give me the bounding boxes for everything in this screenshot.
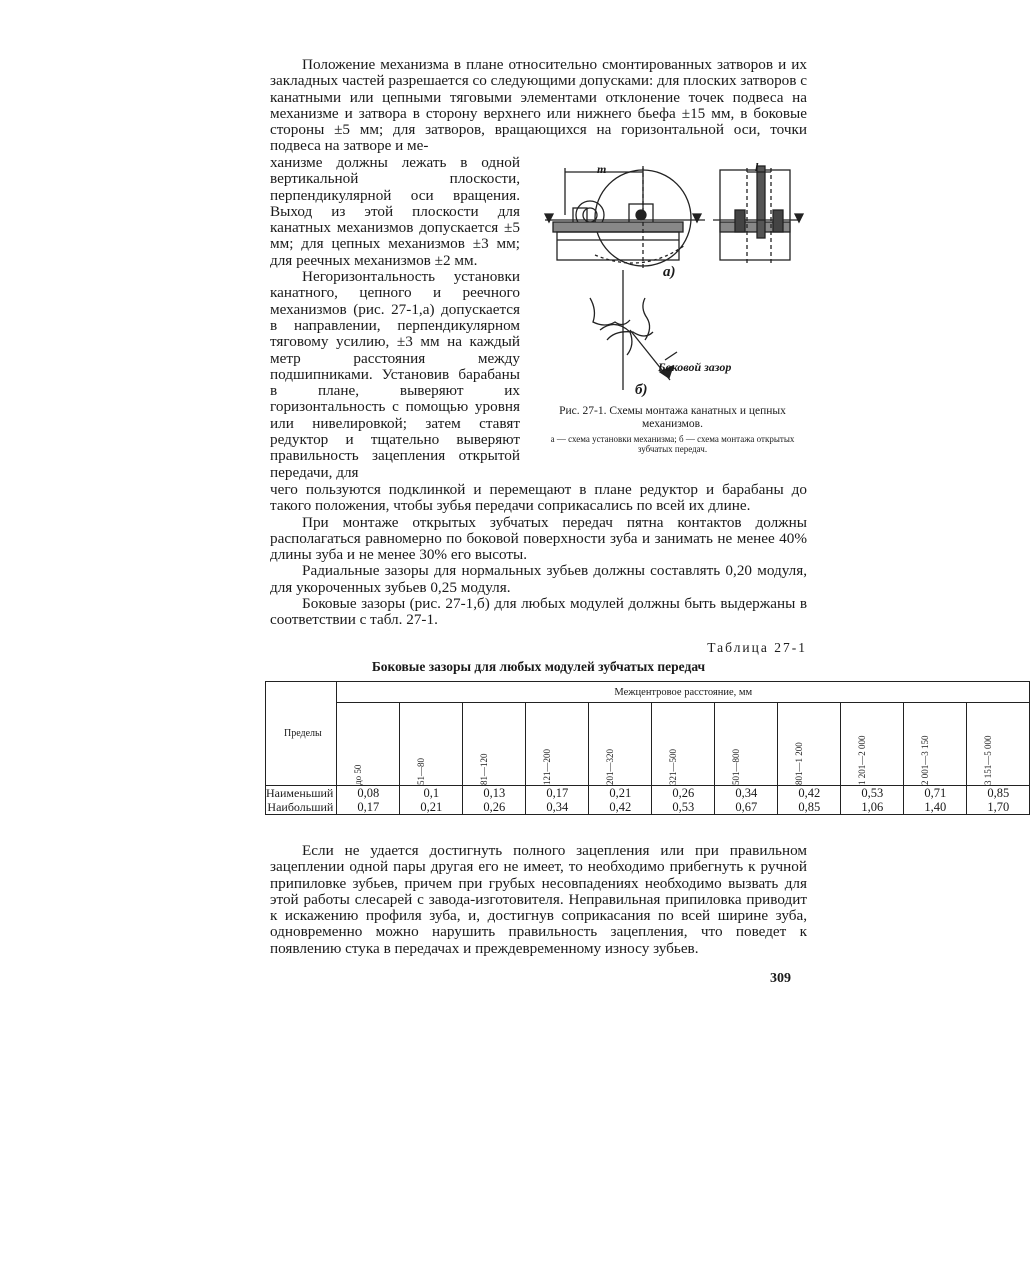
column-header: 501—800: [731, 749, 742, 785]
text-block-top: [270, 57, 807, 155]
table-label: Таблица 27-1: [707, 640, 807, 655]
column-header: 81—120: [479, 753, 490, 785]
paragraph-4: Радиальные зазоры для нормальных зубьев должны составлять 0,20 модуля, для укороченных зубьев 0,25 модуля.: [270, 562, 807, 596]
table-cell: 0,21: [400, 800, 463, 815]
table-cell: 0,34: [526, 800, 589, 815]
table-cell: 0,08: [337, 786, 400, 801]
paragraph-3: При монтаже открытых зубчатых передач пятна контактов должны располагаться равномерно по боковой поверхности зуба и занимать не менее 40% длины зуба и не менее 30% его высоты.: [270, 513, 807, 564]
table-cell: 0,17: [526, 786, 589, 801]
table-cell: 0,85: [778, 800, 841, 815]
figure-part-a-label: а): [663, 264, 676, 280]
page-number: 309: [770, 971, 791, 986]
column-header: 1 201—2 000: [857, 735, 868, 785]
table-row: [266, 800, 1030, 815]
side-gap-label: Боковой зазор: [658, 360, 732, 374]
column-header: до 50: [353, 764, 364, 785]
table-cell: 0,17: [337, 800, 400, 815]
table-cell: 0,85: [967, 786, 1030, 801]
column-header: 321—500: [668, 749, 679, 785]
table-cell: 0,67: [715, 800, 778, 815]
table-cell: 0,21: [589, 786, 652, 801]
column-header: 51—80: [416, 758, 427, 785]
table-cell: 0,26: [652, 786, 715, 801]
table-cell: 1,06: [841, 800, 904, 815]
text-block-middle: [270, 482, 807, 629]
table-cell: 0,53: [841, 786, 904, 801]
column-header: 3 151—5 000: [983, 735, 994, 785]
figure-part-b-label: б): [635, 382, 648, 398]
paragraph-5: Боковые зазоры (рис. 27-1,б) для любых модулей должны быть выдержаны в соответствии с табл. 27-1.: [270, 595, 807, 629]
paragraph-1: Положение механизма в плане относительно смонтированных затворов и их закладных частей разрешается со следующими допусками: для плоских затворов с канатными или цепными тяговыми элементами отклонение точек подвеса на механизме и затвора в сторону верхнего или нижнего бьефа ±15 мм, в боковые стороны ±5 мм; для затворов, вращающихся на горизонтальной оси, точки подвеса на затворе и ме-: [270, 56, 807, 155]
paragraph-2: Негоризонтальность установки канатного, цепного и реечного механизмов (рис. 27-1,а) допускается в направлении, перпендикулярном тяговому усилию, ±3 мм на каждый метр расстояния между подшипниками. Установив барабаны в плане, выверяют их горизонтальность с помощью уровня или нивелировкой; затем ставят редуктор и тщательно выверяют правильность зацепления открытой передачи, для: [270, 268, 520, 481]
table-cell: 0,42: [778, 786, 841, 801]
table-cell: 0,13: [463, 786, 526, 801]
column-header: 801—1 200: [794, 742, 805, 785]
dimension-l-label: l: [755, 160, 759, 174]
column-header: 201—320: [605, 749, 616, 785]
dimension-m-label: m: [597, 162, 607, 176]
table-row-header: Пределы: [266, 682, 337, 786]
table-cell: 1,70: [967, 800, 1030, 815]
paragraph-1-continued: ханизме должны лежать в одной вертикальной плоскости, перпендикулярной оси вращения. Выход из этой плоскости для канатных механизмов допускается ±5 мм; для цепных механизмов ±3 мм; для реечных механизмов ±2 мм.: [270, 154, 520, 269]
column-header: 121—200: [542, 749, 553, 785]
table-cell: 0,42: [589, 800, 652, 815]
table-cell: 0,26: [463, 800, 526, 815]
table-group-header: Межцентровое расстояние, мм: [337, 682, 1030, 703]
side-gap-table: [265, 681, 1030, 815]
row-label: Наименьший: [266, 786, 337, 801]
row-label: Наибольший: [266, 800, 337, 815]
table-cell: 1,40: [904, 800, 967, 815]
paragraph-6: Если не удается достигнуть полного зацепления или при правильном зацеплении одной пары другая его не имеет, то необходимо прибегнуть к ручной припиловке зубьев, причем при грубых несовпадениях необходимо вызвать для этой работы слесарей с завода-изготовителя. Неправильная припиловка приводит к искажению профиля зуба, и, достигнув соприкасания по всей ширине зуба, одновременно можно нарушить правильность зацепления, что поведет к появлению стука в передачах и преждевременному износу зубьев.: [270, 842, 807, 957]
table-cell: 0,1: [400, 786, 463, 801]
text-block-bottom: [270, 843, 807, 957]
table-cell: 0,34: [715, 786, 778, 801]
table-cell: 0,53: [652, 800, 715, 815]
figure-subcaption: а — схема установки механизма; б — схема монтажа открытых зубчатых передач.: [550, 434, 795, 454]
text-block-narrow: [270, 155, 520, 481]
table-cell: 0,71: [904, 786, 967, 801]
column-header: 2 001—3 150: [920, 735, 931, 785]
table-row: [266, 786, 1030, 801]
paragraph-2-continued: чего пользуются подклинкой и перемещают в плане редуктор и барабаны до такого положения, чтобы зубья передачи соприкасались по всей их длине.: [270, 481, 807, 515]
figure-caption: Рис. 27-1. Схемы монтажа канатных и цепных механизмов.: [559, 405, 786, 430]
table-title: Боковые зазоры для любых модулей зубчатых передач: [371, 659, 706, 674]
